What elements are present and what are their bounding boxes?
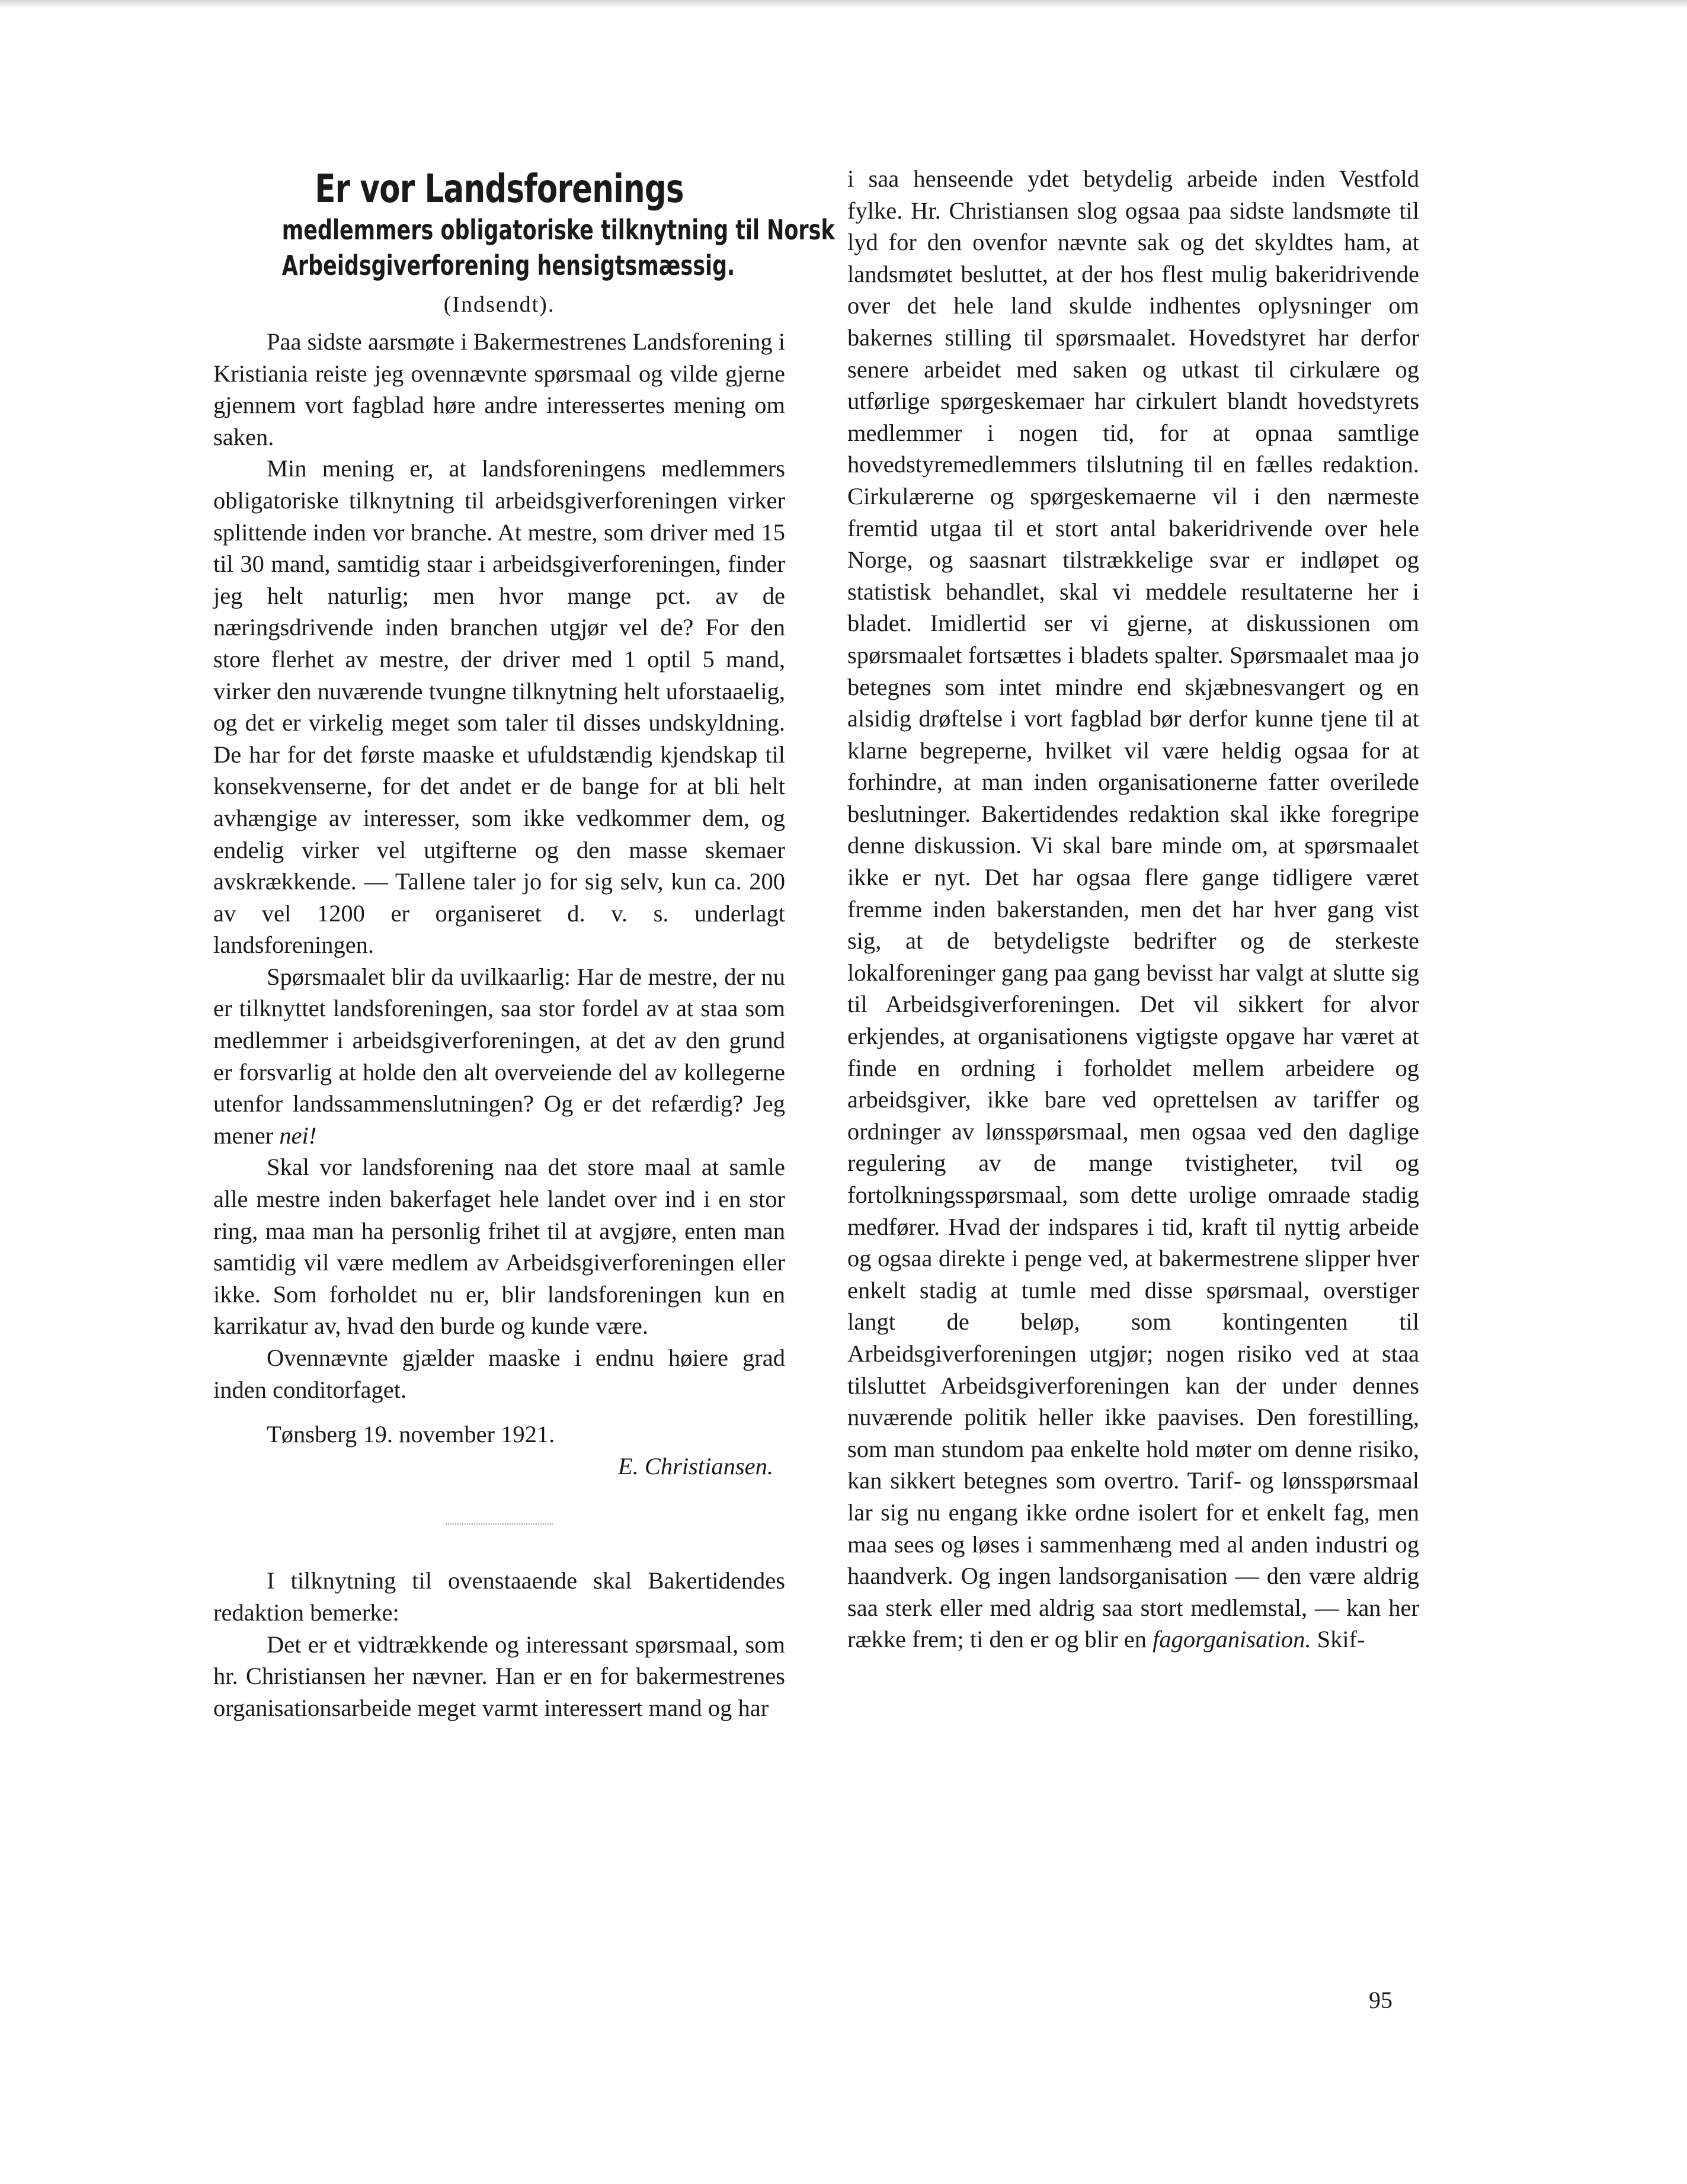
section-divider <box>446 1523 553 1525</box>
editorial-continuation-emphasis: fagorganisation. <box>1153 1626 1311 1653</box>
article-paragraph-4: Skal vor landsforening naa det store maal at samle alle mestre inden bakerfaget hele landet over ind i en stor ring, maa man ha personlig frihet til at avgjøre, enten man samtidig vil være medlem av Arbeidsgiverforeningen eller ikke. Som forholdet nu er, blir landsforeningen kun en karrikatur av, hvad den burde og kunde være. <box>213 1154 785 1340</box>
article-paragraph-3-emphasis: nei! <box>279 1122 317 1149</box>
article-signature: E. Christiansen. <box>617 1452 773 1480</box>
article-paragraph-3 <box>213 961 785 1152</box>
scan-edge <box>0 0 1687 8</box>
left-column <box>213 160 835 1724</box>
article-subheadline-2: Arbeidsgiverforening hensigtsmæssig. <box>281 249 735 281</box>
article-headline: Er vor Landsforenings <box>315 166 684 212</box>
editorial-continuation-text: i saa henseende ydet betydelig arbeide inden Vestfold fylke. Hr. Christiansen slog ogsaa paa sidste landsmøte til lyd for den ovenfor nævnte sak og det skyldtes ham, at landsmøtet besluttet, at der hos flest mulig bakeridrivende over det hele land skulde indhentes oplysninger om bakernes stilling til spørsmaalet. Hovedstyret har derfor senere arbeidet med saken og utkast til cirkulære og utførlige spørgeskemaer har cirkulert blandt hovedstyrets medlemmer i nogen tid, for at opnaa samtlige hovedstyremedlemmers tilslutning til en fælles redaktion. Cirkulærerne og spørgeskemaerne vil i den nærmeste fremtid utgaa til et stort antal bakeridrivende over hele Norge, og saasnart tilstrækkelige svar er indløpet og statistisk behandlet, skal vi meddele resultaterne her i bladet. Imidlertid ser vi gjerne, at diskussionen om spørsmaalet fortsættes i bladets spalter. Spørsmaalet maa jo betegnes som intet mindre end skjæbnesvangert og en alsidig drøftelse i vort fagblad bør derfor kunne tjene til at klarne begreperne, hvilket vil være heldig ogsaa for at forhindre, at man inden organisationerne fatter overilede beslutninger. Bakertidendes redaktion skal ikke foregripe denne diskussion. Vi skal bare minde om, at spørsmaalet ikke er nyt. Det har ogsaa flere gange tidligere været fremme inden bakerstanden, men det har hver gang vist sig, at de betydeligste bedrifter og de sterkeste lokalforeninger gang paa gang bevisst har valgt at slutte sig til Arbeidsgiverforeningen. Det vil sikkert for alvor erkjendes, at organisationens vigtigste opgave har været at finde en ordning i forholdet mellem arbeidere og arbeidsgiver, ikke bare ved oprettelsen av tariffer og ordninger av lønsspørsmaal, men ogsaa ved den daglige regulering av de mange tvistigheter, tvil og fortolkningsspørsmaal, som dette urolige omraade stadig medfører. Hvad der indspares i tid, kraft til nyttig arbeide og ogsaa direkte i penge ved, at bakermestrene slipper hver enkelt stadig at tumle med disse spørsmaal, overstiger langt de beløp, som kontingenten til Arbeidsgiverforeningen utgjør; nogen risiko ved at staa tilsluttet Arbeidsgiverforeningen kan der under dennes nuværende politik heller ikke paavises. Den forestilling, som man stundom paa enkelte hold møter om denne risiko, kan sikkert betegnes som overtro. Tarif- og lønsspørsmaal lar sig nu engang ikke ordne isolert for et enkelt fag, men maa sees og løses i sammenhæng med al anden industri og haandverk. Og ingen landsorganisation — den være aldrig saa sterk eller med aldrig saa stort medlemstal, — kan her række frem; ti den er og blir en <box>847 165 1419 1653</box>
right-column <box>847 163 1419 1655</box>
article-paragraph-1: Paa sidste aarsmøte i Bakermestrenes Landsforening i Kristiania reiste jeg ovennævnte spørsmaal og vilde gjerne gjennem vort fagblad høre andre interessertes mening om saken. <box>213 328 785 450</box>
article-paragraph-2: Min mening er, at landsforeningens medlemmers obligatoriske tilknytning til arbeidsgiverforeningen virker splittende inden vor branche. At mestre, som driver med 15 til 30 mand, samtidig staar i arbeidsgiverforeningen, finder jeg helt naturlig; men hvor mange pct. av de næringsdrivende inden branchen utgjør vel de? For den store flerhet av mestre, der driver med 1 optil 5 mand, virker den nuværende tvungne tilknytning helt uforstaaelig, og det er virkelig meget som taler til disses undskyldning. De har for det første maaske et ufuldstændig kjendskap til konsekvenserne, for det andet er de bange for at bli helt avhængige av interesser, som ikke vedkommer dem, og endelig virker vel utgifterne og den masse skemaer avskrækkende. — Tallene taler jo for sig selv, kun ca. 200 av vel 1200 er organiseret d. v. s. underlagt landsforeningen. <box>213 455 785 959</box>
article-paragraph-3-text: Spørsmaalet blir da uvilkaarlig: Har de mestre, der nu er tilknyttet landsforeningen, saa stor fordel av at staa som medlemmer i arbeidsgiverforeningen, at det av den grund er forsvarlig at holde den alt overveiende del av kollegerne utenfor landssammenslutningen? Og er det refærdig? Jeg mener <box>213 963 785 1149</box>
page-number: 95 <box>1369 1987 1393 2013</box>
editorial-continuation-end: Skif- <box>1317 1626 1365 1653</box>
editorial-continuation <box>847 163 1419 1655</box>
article-subheadline-1: medlemmers obligatoriske tilknytning til Norsk <box>281 214 835 246</box>
submitted-note: (Indsendt). <box>443 292 555 317</box>
article-dateline: Tønsberg 19. november 1921. <box>267 1421 555 1448</box>
article-paragraph-5: Ovennævnte gjælder maaske i endnu høiere grad inden conditorfaget. <box>213 1344 785 1403</box>
editorial-paragraph-2: Det er et vidtrækkende og interessant spørsmaal, som hr. Christiansen her nævner. Han er en for bakermestrenes organisationsarbeide meget varmt interessert mand og har <box>213 1631 785 1721</box>
editorial-paragraph-1: I tilknytning til ovenstaaende skal Bakertidendes redaktion bemerke: <box>213 1567 785 1626</box>
